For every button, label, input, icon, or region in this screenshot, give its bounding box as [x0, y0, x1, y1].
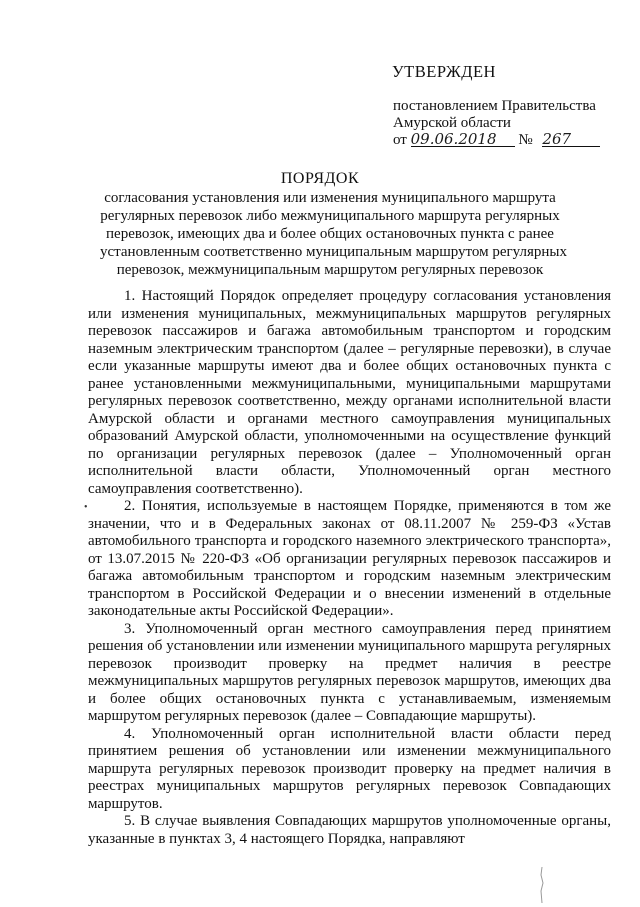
paragraph-5: 5. В случае выявления Совпадающих маршрутов уполномоченные органы, указанные в пунктах 3, 4 настоящего Порядка, направляют	[88, 813, 611, 847]
subtitle-line: перевозок, имеющих два и более общих остановочных пункта с ранее	[106, 226, 554, 242]
paragraph-4: 4. Уполномоченный орган исполнительной власти области перед принятием решения об установлении или изменении межмуниципального маршрута регулярных перевозок производит проверку на предмет наличия в реестрах муниципальных маршрутов регулярных перевозок Совпадающих маршрутов.	[88, 725, 611, 812]
number-prefix: №	[518, 132, 533, 148]
date-prefix: от	[393, 132, 407, 148]
handwritten-date: 09.06.2018	[411, 132, 515, 147]
document-body	[88, 288, 611, 848]
scan-margin-mark	[535, 865, 549, 905]
subtitle-line: регулярных перевозок либо межмуниципального маршрута регулярных	[100, 208, 560, 224]
subtitle-line: перевозок, межмуниципальным маршрутом регулярных перевозок	[116, 262, 544, 278]
decree-block	[393, 98, 600, 149]
handwritten-number: 267	[542, 132, 600, 147]
subtitle-line: согласования установления или изменения муниципального маршрута	[104, 190, 556, 206]
margin-dot-mark: •	[84, 502, 88, 513]
document-subtitle	[100, 189, 568, 279]
paragraph-2: 2. Понятия, используемые в настоящем Порядке, применяются в том же значении, что и в Федеральных законах от 08.11.2007 № 259-ФЗ «Устав автомобильного транспорта и городского наземного электрического транспорта», от 13.07.2015 № 220-ФЗ «Об организации регулярных перевозок пассажиров и багажа автомобильным транспортом и городским наземным электрическим транспортом в Российской Федерации и о внесении изменений в отдельные законодательные акты Российской Федерации».	[88, 498, 611, 619]
approval-heading: УТВЕРЖДЕН	[392, 62, 496, 81]
document-title: ПОРЯДОК	[280, 170, 360, 187]
decree-date-number	[393, 132, 600, 149]
decree-line-1: постановлением Правительства	[393, 98, 596, 114]
paragraph-3: 3. Уполномоченный орган местного самоуправления перед принятием решения об установлении или изменении муниципального маршрута регулярных перевозок производит проверку на предмет наличия в реестре межмуниципальных маршрутов регулярных перевозок маршрутов, имеющих два и более общих остановочных пункта с устанавливаемым, изменяемым маршрутом регулярных перевозок (далее – Совпадающие маршруты).	[88, 620, 611, 724]
decree-line-2: Амурской области	[393, 115, 511, 131]
paragraph-1: 1. Настоящий Порядок определяет процедуру согласования установления или изменения муниципальных, межмуниципальных маршрутов регулярных перевозок пассажиров и багажа автомобильным транспортом и городским наземным электрическим транспортом (далее – регулярные перевозки), в случае если указанные маршруты имеют два и более общих остановочных пункта с ранее установленными межмуниципальными, муниципальными маршрутами регулярных перевозок соответственно, между органами исполнительной власти Амурской области и органами местного самоуправления муниципальных образований Амурской области, уполномоченными на осуществление функций по организации регулярных перевозок (далее – Уполномоченный орган исполнительной власти области, Уполномоченный орган местного самоуправления соответственно).	[88, 288, 611, 497]
subtitle-line: установленным соответственно муниципальным маршрутом регулярных	[100, 244, 568, 260]
